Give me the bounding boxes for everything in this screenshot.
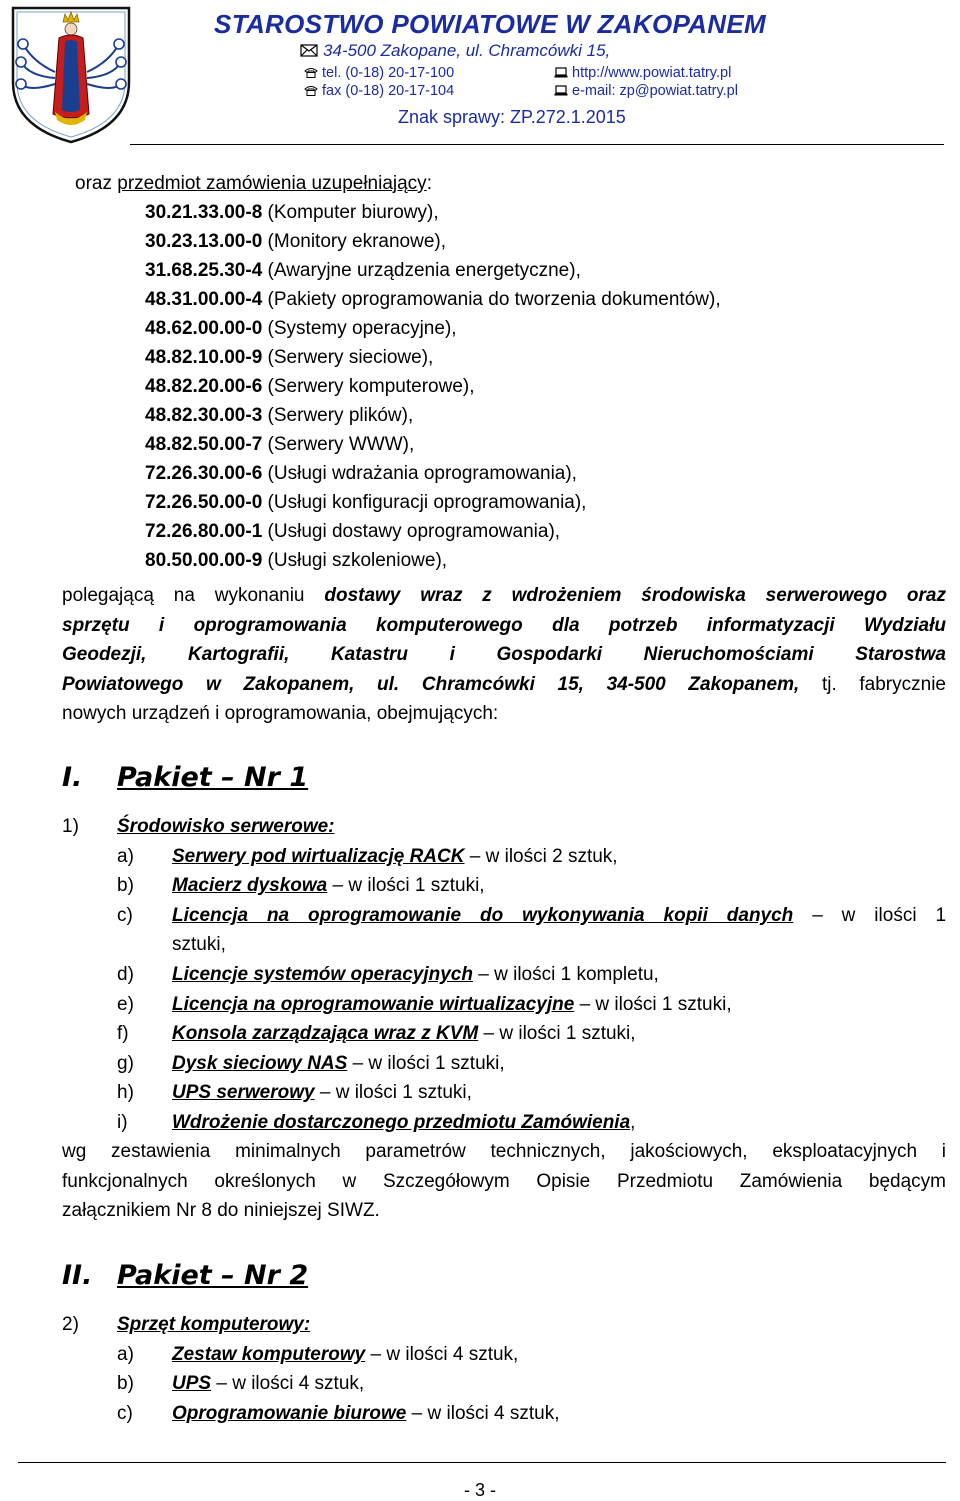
fax-icon <box>304 85 318 96</box>
cpv-item: 48.82.10.00-9 (Serwery sieciowe), <box>145 347 434 368</box>
website-link[interactable]: http://www.powiat.tatry.pl <box>572 65 732 81</box>
cpv-item: 48.82.20.00-6 (Serwery komputerowe), <box>145 376 475 397</box>
list-item: Licencja na oprogramowanie do wykonywania kopii danych – w ilości 1 <box>172 905 947 926</box>
list-item: Konsola zarządzająca wraz z KVM – w ilości 1 sztuki, <box>172 1023 636 1044</box>
phone-icon <box>304 67 318 78</box>
list-item: UPS – w ilości 4 sztuk, <box>172 1373 365 1394</box>
footer-divider <box>18 1462 946 1463</box>
computer-icon <box>554 85 568 96</box>
email-link[interactable]: e-mail: zp@powiat.tatry.pl <box>572 83 738 99</box>
phone-number: tel. (0-18) 20-17-100 <box>322 65 455 81</box>
case-reference: Znak sprawy: ZP.272.1.2015 <box>398 107 626 127</box>
list-item: UPS serwerowy – w ilości 1 sztuki, <box>172 1082 472 1103</box>
address-text: 34-500 Zakopane, ul. Chramcówki 15, <box>323 41 611 60</box>
header-divider <box>130 144 944 145</box>
document-page: STAROSTWO POWIATOWE W ZAKOPANEM 34-500 Zakopane, ul. Chramcówki 15, tel. (0-18) 20-17-100 http://www.powiat.tatry.pl fax (0-18) 20-17-104 e-mail: zp@powiat.tatry.pl Znak sprawy: ZP.272.1.2015 oraz przedmiot zamówienia uzupełniający: 30.21.33.00-8 (Komputer biurowy), 30.23.13.00-0 (Monitory ekranowe), 31.68.25.30-4 (Awaryjne urządzenia energetyczne), 48.31.00.00-4 (Pakiety oprogramowania do tworzenia dokumentów), 48.62.00.00-0 (Systemy operacyjne), 48.82.10.00-9 (Serwery sieciowe), 48.82.20.00-6 (Serwery komputerowe), 48.82.30.00-3 (Serwery plików), 48.82.50.00-7 (Serwery WWW), 72.26.30.00-6 (Usługi wdrażania oprogramowania), 72.26.50.00-0 (Usługi konfiguracji oprogramowania), 72.26.80.00-1 (Usługi dostawy oprogramowania), 80.50.00.00-9 (Usługi szkoleniowe), polegającą na wykonaniu dostawy wraz z wdrożeniem środowiska serwerowego oraz sprzętu i oprogramowania komputerowego dla potrzeb informatyzacji Wydziału Geodezji, Kartografii, Katastru i Gospodarki Nieruchomościami Starostwa Powiatowego w Zakopanem, ul. Chramcówki 15, 34-500 Zakopanem, tj. fabrycznie nowych urządzeń i oprogramowania, obejmujących: I. Pakiet – Nr 1 1) Środowisko serwerowe: a) Serwery pod wirtualizację RACK – w ilości 2 sztuk, b) Macierz dyskowa – w ilości 1 sztuki, c) Licencja na oprogramowanie do wykonywania kopii danych – w ilości 1 sztuki, d) Licencje systemów operacyjnych – w ilości 1 kompletu, e) Licencja na oprogramowanie wirtualizacyjne – w ilości 1 sztuki, f) Konsola zarządzająca wraz z KVM – w ilości 1 sztuki, g) Dysk sieciowy NAS – w ilości 1 sztuki, h) UPS serwerowy – w ilości 1 sztuki, i) Wdrożenie dostarczonego przedmiotu Zamówienia, wg zestawienia minimalnych parametrów technicznych, jakościowych, eksploatacyjnych i funkcjonalnych określonych w Szczegółowym Opisie Przedmiotu Zamówienia będącym załącznikiem Nr 8 do niniejszej SIWZ. II. Pakiet – Nr 2 2) Sprzęt komputerowy: a) Zestaw komputerowy – w ilości 4 sztuk, b) UPS – w ilości 4 sztuk, c) Oprogramowanie biurowe – w ilości 4 sztuk, - 3 - <box>0 0 960 1500</box>
fax-number: fax (0-18) 20-17-104 <box>322 83 455 99</box>
office-name: STAROSTWO POWIATOWE W ZAKOPANEM <box>214 9 766 39</box>
cpv-item: 80.50.00.00-9 (Usługi szkoleniowe), <box>145 550 448 571</box>
list-item: Licencje systemów operacyjnych – w ilości 1 kompletu, <box>172 964 659 985</box>
cpv-item: 31.68.25.30-4 (Awaryjne urządzenia energetyczne), <box>145 260 581 281</box>
section-1-title: Środowisko serwerowe: <box>117 816 335 837</box>
list-item: Wdrożenie dostarczonego przedmiotu Zamówienia, <box>172 1112 636 1133</box>
cpv-item: 30.23.13.00-0 (Monitory ekranowe), <box>145 231 446 252</box>
contact-row-1 <box>304 65 731 81</box>
list-item: Oprogramowanie biurowe – w ilości 4 sztuk, <box>172 1403 560 1424</box>
cpv-item: 48.62.00.00-0 (Systemy operacyjne), <box>145 318 457 339</box>
cpv-item: 48.82.30.00-3 (Serwery plików), <box>145 405 414 426</box>
list-item: Licencja na oprogramowanie wirtualizacyjne – w ilości 1 sztuki, <box>172 994 732 1015</box>
page-number: - 3 - <box>463 1480 496 1500</box>
contact-row-2 <box>304 83 738 99</box>
office-address <box>300 41 610 61</box>
package-1-heading: I. Pakiet – Nr 1 <box>62 762 309 793</box>
list-item: Dysk sieciowy NAS – w ilości 1 sztuki, <box>172 1053 505 1074</box>
cpv-item: 72.26.30.00-6 (Usługi wdrażania oprogramowania), <box>145 463 577 484</box>
envelope-icon <box>300 44 318 57</box>
cpv-item: 72.26.50.00-0 (Usługi konfiguracji oprogramowania), <box>145 492 587 513</box>
coat-of-arms-icon <box>5 2 137 144</box>
computer-icon <box>554 67 568 78</box>
list-item: Macierz dyskowa – w ilości 1 sztuki, <box>172 875 485 896</box>
intro-line: oraz przedmiot zamówienia uzupełniający: <box>75 173 432 194</box>
intro-link[interactable]: przedmiot zamówienia uzupełniający <box>117 173 427 194</box>
cpv-item: 72.26.80.00-1 (Usługi dostawy oprogramowania), <box>145 521 561 542</box>
cpv-item: 30.21.33.00-8 (Komputer biurowy), <box>145 202 439 223</box>
cpv-item: 48.82.50.00-7 (Serwery WWW), <box>145 434 415 455</box>
list-item: Serwery pod wirtualizację RACK – w ilości 2 sztuk, <box>172 846 618 867</box>
section-2-title: Sprzęt komputerowy: <box>117 1314 311 1335</box>
package-2-heading: II. Pakiet – Nr 2 <box>62 1260 309 1291</box>
cpv-item: 48.31.00.00-4 (Pakiety oprogramowania do tworzenia dokumentów), <box>145 289 721 310</box>
list-item: Zestaw komputerowy – w ilości 4 sztuk, <box>172 1344 519 1365</box>
